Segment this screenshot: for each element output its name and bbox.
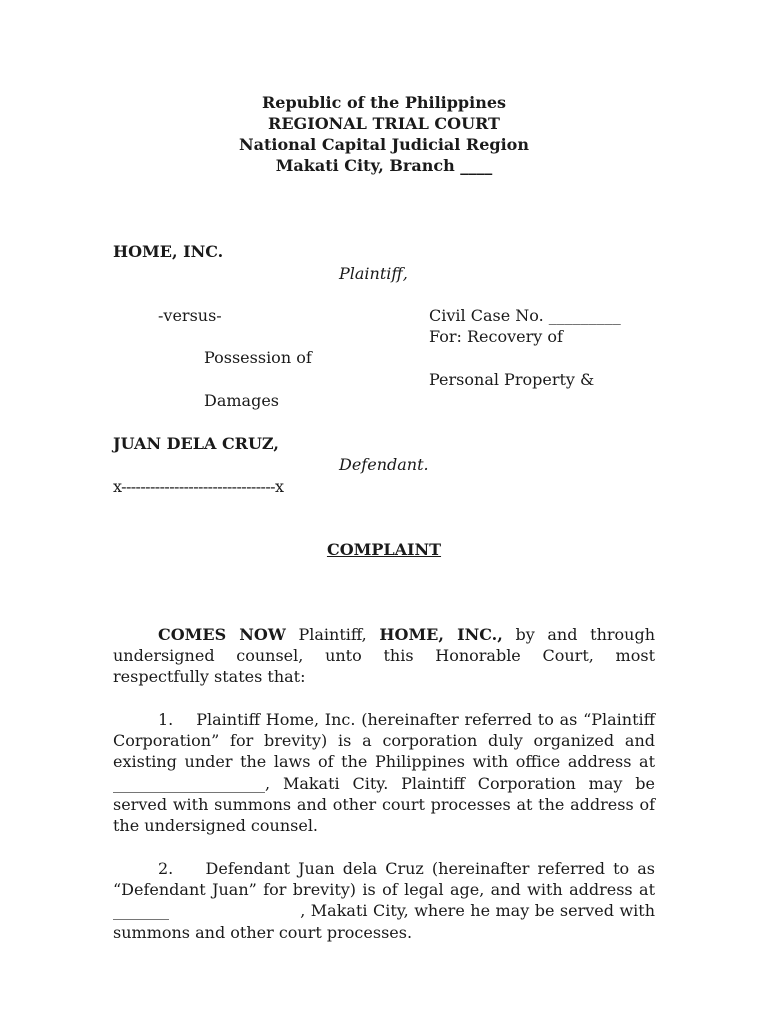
heading-branch: Makati City, Branch ____ [275, 156, 493, 175]
paragraph-number: 1. [158, 710, 174, 729]
defendant-name: JUAN DELA CRUZ, [113, 434, 279, 453]
paragraph-text-after: , Makati City. Plaintiff Corporation may be served with summons and other court processes at the address of the undersigned counsel. [113, 773, 655, 836]
paragraph-1 [113, 709, 655, 836]
plaintiff-name: HOME, INC. [113, 242, 224, 261]
versus-label: -versus- [158, 306, 222, 325]
intro-plaintiff-name: HOME, INC., [379, 625, 503, 644]
intro-paragraph [113, 624, 655, 688]
civil-case-number: Civil Case No. _________ [429, 306, 621, 325]
case-nature-line3: Personal Property & [429, 370, 595, 389]
address-blank: ___________________ [113, 773, 265, 793]
paragraph-text-after: , Makati City, where he may be served with summons and other court processes. [113, 901, 655, 942]
heading-region: National Capital Judicial Region [239, 135, 529, 154]
comes-now-text: COMES NOW [158, 625, 286, 644]
heading-republic: Republic of the Philippines [261, 93, 507, 112]
paragraph-text-before: Plaintiff Home, Inc. (hereinafter referred to as “Plaintiff Corporation” for brevity) is a corporation duly organized and existing under the laws of the Philippines with office address at [113, 710, 655, 772]
address-blank: _______ [113, 901, 169, 921]
plaintiff-word: Plaintiff, [285, 625, 380, 644]
defendant-role: Defendant. [339, 455, 429, 474]
heading-court: REGIONAL TRIAL COURT [268, 114, 500, 133]
document-title: COMPLAINT [326, 540, 442, 559]
case-nature-line2: Possession of [204, 348, 312, 367]
caption-separator: x--------------------------------x [113, 477, 284, 496]
address-gap [169, 901, 300, 920]
paragraph-2 [113, 858, 655, 943]
court-heading [0, 92, 768, 176]
intro-rest: by and through undersigned counsel, unto this Honorable Court, most respectfully states that: [113, 625, 656, 687]
paragraph-text-before: Defendant Juan dela Cruz (hereinafter referred to as “Defendant Juan” for brevity) is of legal age, and with address at [113, 859, 655, 900]
plaintiff-role: Plaintiff, [339, 264, 408, 283]
case-nature-line1: For: Recovery of [429, 327, 563, 346]
paragraph-number: 2. [158, 859, 174, 878]
case-nature-line4: Damages [204, 391, 279, 410]
